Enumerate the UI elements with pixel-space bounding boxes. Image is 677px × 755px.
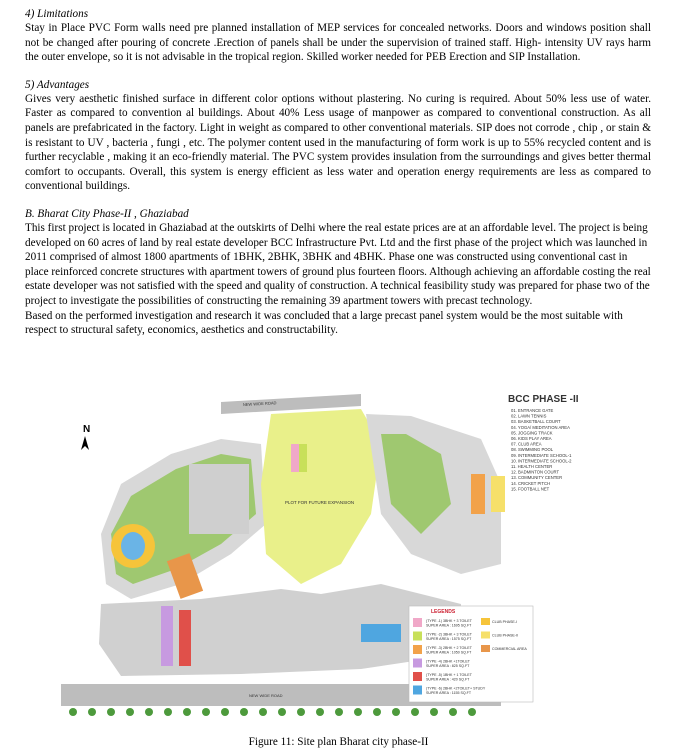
tree-icon	[164, 708, 172, 716]
tree-icon	[449, 708, 457, 716]
legend-unit-area: SUPER AREA : 1155 SQ.FT	[426, 691, 472, 695]
legend-unit-area: SUPER AREA : 1695 SQ.FT	[426, 623, 472, 628]
top-road-label: NEW WIDE ROAD	[242, 400, 277, 407]
legend-unit-type: (TYPE -3) 2BHK + 2 TOILET	[426, 646, 472, 650]
legend-unit-type: (TYPE -1) 3BHK + 3 TOILET	[426, 619, 472, 623]
legend-zone-swatch	[481, 632, 490, 639]
club-phase-2-block	[491, 476, 505, 512]
left-tower-cluster	[189, 464, 249, 534]
legend-swatch	[413, 632, 422, 641]
legend-unit-type: (TYPE -4) 2BHK +1TOILET	[426, 659, 470, 664]
amenity-item: 04. YOGA/ MEDITATION AREA	[511, 424, 570, 430]
amenity-item: 02. LAWN TENNIS	[511, 413, 547, 419]
site-plan-svg	[61, 384, 613, 726]
section-heading-limitations: 4) Limitations	[25, 8, 89, 20]
tree-icon	[468, 708, 476, 716]
legend-unit-area: SUPER AREA : 1575 SQ.FT	[426, 637, 472, 641]
site-plan-figure	[61, 384, 613, 726]
amenity-item: 07. CLUB AREA	[511, 441, 542, 447]
amenity-item: 15. FOOTBALL NET	[511, 486, 550, 492]
tree-icon	[107, 708, 115, 716]
legend-unit-type: (TYPE -6) 2BHK +2TOILET+ STUDY	[426, 686, 486, 691]
tree-icon	[297, 708, 305, 716]
type5-towers	[179, 610, 191, 666]
tree-icon	[316, 708, 324, 716]
legend-unit-area: SUPER AREA : 1050 SQ.FT	[426, 650, 472, 655]
amenity-item: 10. INTERMEDIATE SCHOOL-2	[511, 458, 572, 464]
legend-zone-swatch	[481, 618, 490, 625]
legend-zone-swatch	[481, 645, 490, 652]
tree-icon	[202, 708, 210, 716]
tree-icon	[430, 708, 438, 716]
tree-icon	[392, 708, 400, 716]
legend-swatch	[413, 659, 422, 668]
amenity-item: 03. BASKETBALL COURT	[511, 419, 561, 425]
tree-icon	[145, 708, 153, 716]
legend-swatch	[413, 686, 422, 695]
legend-zone-label: CLUB PHASE-II	[492, 633, 518, 638]
amenity-item: 08. SWIMMING POOL	[511, 447, 554, 453]
tree-icon	[278, 708, 286, 716]
figure-caption: Figure 11: Site plan Bharat city phase-II	[248, 736, 429, 748]
paragraph-bharat-city-1: This first project is located in Ghaziabad at the outskirts of Delhi where the real estate prices are at an affordable level. The project is being developed on 60 acres of land by real estate developer BCC Infrastructure Pvt. Ltd and the first phase of the project which was launched in 2011 comprised of almost 1800 apartments of 1BHK, 2BHK, 3BHK and 4BHK. Phase one was constructed using conventional cast in place reinforced concrete structures with apartment towers of ground plus fourteen floors. Although achieving an affordable costing the real estate developer was not satisfied with the speed and quality of construction. A technical feasibility study was prepared for phase two of the project to investigate the possibilities of constructing the remaining 39 apartment towers with precast technology.	[25, 221, 651, 307]
legend-unit-area: SUPER AREA : 825 SQ.FT	[426, 664, 470, 668]
legend-zone-label: CLUB PHASE-I	[492, 620, 517, 624]
amenity-item: 06. KIDS PLAY AREA	[511, 436, 552, 441]
tree-icon	[221, 708, 229, 716]
legend-swatch	[413, 672, 422, 681]
tree-icon	[126, 708, 134, 716]
paragraph-bharat-city-2: Based on the performed investigation and research it was concluded that a large precast panel system would be the most suitable with respect to structural safety, economics, aesthetics and constructability.	[25, 309, 623, 337]
tree-icon	[88, 708, 96, 716]
future-expansion-label: PLOT FOR FUTURE EXPANSION	[285, 500, 355, 505]
swimming-pool	[121, 532, 145, 560]
section-heading-advantages: 5) Advantages	[25, 78, 90, 91]
north-label: N	[83, 424, 91, 435]
tree-icon	[69, 708, 77, 716]
tree-icon	[259, 708, 267, 716]
green-tower	[299, 444, 307, 472]
amenity-item: 05. JOGGING TRACK	[511, 430, 553, 436]
amenity-item: 12. BADMINTON COURT	[511, 469, 560, 475]
amenity-item: 13. COMMUNITY CENTER	[511, 475, 563, 481]
legend-swatch	[413, 618, 422, 627]
legend-title: LEGENDS	[431, 609, 456, 615]
legend-unit-area: SUPER AREA : 420 SQ.FT	[426, 677, 470, 682]
section-heading-bharat-city: B. Bharat City Phase-II , Ghaziabad	[25, 207, 189, 220]
right-tower-type3	[471, 474, 485, 514]
figure-title: BCC PHASE -II	[508, 394, 579, 405]
tree-icon	[411, 708, 419, 716]
legend-swatch	[413, 645, 422, 654]
tree-icon	[183, 708, 191, 716]
amenity-item: 09. INTERMEDIATE SCHOOL-1	[511, 452, 572, 458]
legend-zone-label: COMMERCIAL AREA	[492, 647, 527, 651]
amenity-item: 14. CRICKET PITCH	[511, 480, 551, 486]
paragraph-advantages: Gives very aesthetic finished surface in different color options without plastering. No curing is required. About 50% less use of water. Faster as compared to convention al buildings. About 40% Less usage of manpower as compared to conventional construction. As all panels are prefabricated in the factory. Light in weight as compared to other conventional materials. SIP does not corrode , chip , or stain & is resistant to UV , bacteria , fungi , etc. The polymer content used in the manufacturing of form work is up to 55% recycled content and is further recyclable , making it an eco-friendly material. The PVC system provides insulation from the surroundings and gives better thermal comfort to occupants. Overall, this system is energy efficient as less water and operation energy requirements are less as compared to conventional buildings.	[25, 92, 651, 193]
amenity-item: 11. HEALTH CENTER	[511, 464, 553, 469]
paragraph-limitations: Stay in Place PVC Form walls need pre planned installation of MEP services for concealed networks. Doors and windows position shall not be changed after pouring of concrete .Erection of panels shall be under the supervision of trained staff. High- intensity UV rays harm the outer envelope, so it is not advisable in the tropical region. Skilled worker needed for PEB Erection and SIP Installation.	[25, 22, 651, 64]
document-page	[25, 8, 651, 338]
tree-icon	[335, 708, 343, 716]
pink-tower	[291, 444, 299, 472]
bottom-road-label: NEW WIDE ROAD	[249, 693, 283, 698]
tree-icon	[354, 708, 362, 716]
type4-towers	[161, 606, 173, 666]
amenity-item: 01. ENTRANCE GATE	[511, 408, 554, 413]
legend-panel	[409, 606, 533, 702]
tree-icon	[373, 708, 381, 716]
tree-icon	[240, 708, 248, 716]
type6-towers	[361, 624, 401, 642]
legend-unit-type: (TYPE -5) 1BHK + 1 TOILET	[426, 673, 472, 677]
legend-unit-type: (TYPE -2) 3BHK + 3 TOILET	[426, 632, 472, 637]
